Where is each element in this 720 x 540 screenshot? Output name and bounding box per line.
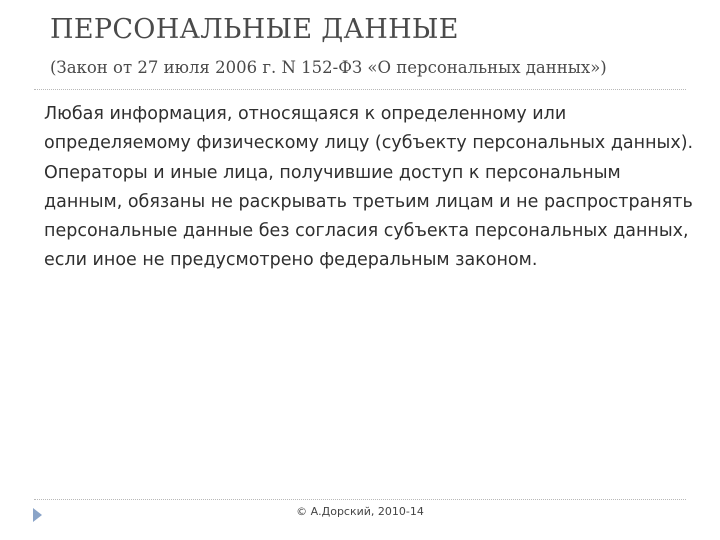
slide-title: ПЕРСОНАЛЬНЫЕ ДАННЫЕ xyxy=(50,14,459,45)
slide-body xyxy=(44,100,694,276)
paragraph-definition: Любая информация, относящаяся к определенному или определяемому физическому лицу (субъекту персональных данных). xyxy=(44,104,694,154)
slide-subtitle: (Закон от 27 июля 2006 г. N 152-ФЗ «О персональных данных») xyxy=(50,58,607,77)
bottom-divider xyxy=(34,499,686,500)
top-divider xyxy=(34,89,686,90)
footer-copyright: © А.Дорский, 2010-14 xyxy=(296,505,424,518)
paragraph-obligation: Операторы и иные лица, получившие доступ к персональным данным, обязаны не раскрывать третьим лицам и не распространять персональные данные без согласия субъекта персональных данных, если иное не предусмотрено федеральным законом. xyxy=(44,162,693,271)
